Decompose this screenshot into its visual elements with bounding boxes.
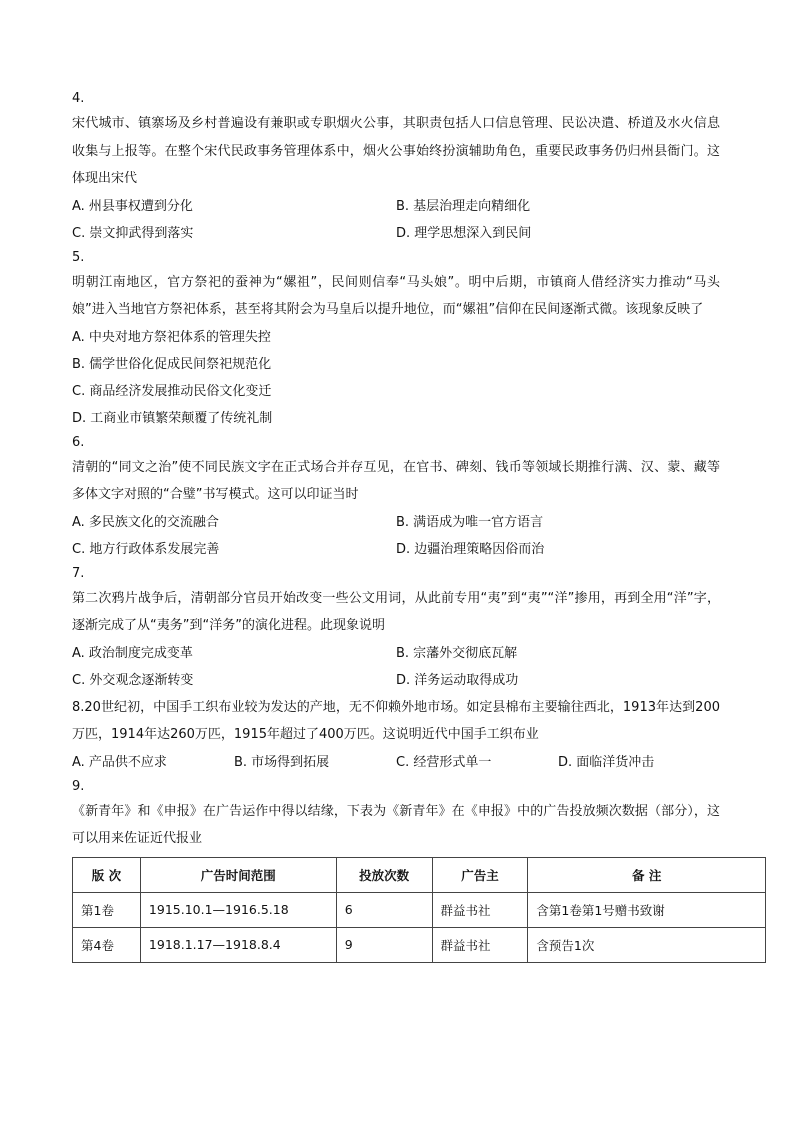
question-stem: 宋代城市、镇寨场及乡村普遍设有兼职或专职烟火公事，其职责包括人口信息管理、民讼决遣、桥道及水火信息收集与上报等。在整个宋代民政事务管理体系中，烟火公事始终扮演辅助角色，重要民政事务仍归州县衙门。这体现出宋代 [72,116,720,186]
question-stem: 清朝的“同文之治”使不同民族文字在正式场合并存互见，在官书、碑刻、钱币等领域长期推行满、汉、蒙、藏等多体文字对照的“合璧”书写模式。这可以印证当时 [72,459,720,502]
table-cell: 9 [336,927,432,962]
question-6 [72,432,720,563]
question-number: 4. [72,91,85,106]
question-4 [72,88,720,247]
option-d: D. 面临洋货冲击 [558,754,655,770]
table-cell: 含预告1次 [528,927,766,962]
options [72,509,720,563]
option-d: D. 理学思想深入到民间 [396,225,532,241]
table-row [73,892,766,927]
table-cell: 1918.1.17—1918.8.4 [140,927,336,962]
question-8 [72,694,720,776]
question-sheet [72,88,720,963]
options [72,749,720,776]
question-stem: 明朝江南地区，官方祭祀的蚕神为“嫘祖”，民间则信奉“马头娘”。明中后期，市镇商人借经济实力推动“马头娘”进入当地官方祭祀体系，甚至将其附会为马皇后以提升地位，而“嫘祖”信仰在民间逐渐式微。该现象反映了 [72,274,720,317]
option-c: C. 外交观念逐渐转变 [72,672,194,688]
table-row [73,927,766,962]
question-number: 7. [72,565,85,581]
option-d: D. 工商业市镇繁荣颠覆了传统礼制 [72,410,273,426]
option-a: A. 州县事权遭到分化 [72,198,193,214]
option-a: A. 中央对地方祭祀体系的管理失控 [72,329,271,345]
option-d: D. 洋务运动取得成功 [396,672,519,688]
option-c: C. 地方行政体系发展完善 [72,541,220,557]
question-9 [72,776,720,963]
option-b: B. 宗藩外交彻底瓦解 [396,645,518,661]
option-a: A. 产品供不应求 [72,754,167,770]
table-header-row [73,857,766,892]
option-b: B. 基层治理走向精细化 [396,198,531,214]
table-cell: 群益书社 [432,892,528,927]
question-stem: 《新青年》和《申报》在广告运作中得以结缘，下表为《新青年》在《申报》中的广告投放频次数据（部分），这可以用来佐证近代报业 [72,803,720,846]
table-header-cell: 版 次 [73,857,141,892]
question-stem: 8.20世纪初，中国手工织布业较为发达的产地，无不仰赖外地市场。如定县棉布主要输往西北，1913年达到200万匹，1914年达260万匹，1915年超过了400万匹。这说明近代中国手工织布业 [72,699,720,742]
table-cell: 第1卷 [73,892,141,927]
table-header-cell: 备 注 [528,857,766,892]
option-b: B. 满语成为唯一官方语言 [396,514,544,530]
option-b: B. 市场得到拓展 [234,754,330,770]
option-d: D. 边疆治理策略因俗而治 [396,541,545,557]
options [72,193,720,247]
options [72,640,720,694]
ad-frequency-table [72,857,766,963]
table-cell: 6 [336,892,432,927]
question-number: 9. [72,778,85,794]
option-a: A. 政治制度完成变革 [72,645,193,661]
option-c: C. 经营形式单一 [396,754,492,770]
option-c: C. 崇文抑武得到落实 [72,225,194,241]
option-b: B. 儒学世俗化促成民间祭祀规范化 [72,356,272,372]
question-5 [72,247,720,432]
table-cell: 第4卷 [73,927,141,962]
table-header-cell: 广告主 [432,857,528,892]
question-number: 5. [72,249,85,265]
table-cell: 群益书社 [432,927,528,962]
table-cell: 含第1卷第1号赠书致谢 [528,892,766,927]
table-cell: 1915.10.1—1916.5.18 [140,892,336,927]
question-number: 6. [72,434,85,450]
option-c: C. 商品经济发展推动民俗文化变迁 [72,383,272,399]
table-header-cell: 投放次数 [336,857,432,892]
option-a: A. 多民族文化的交流融合 [72,514,219,530]
question-stem: 第二次鸦片战争后，清朝部分官员开始改变一些公文用词，从此前专用“夷”到“夷”“洋”掺用，再到全用“洋”字，逐渐完成了从“夷务”到“洋务”的演化进程。此现象说明 [72,590,720,633]
question-7 [72,563,720,694]
table-header-cell: 广告时间范围 [140,857,336,892]
